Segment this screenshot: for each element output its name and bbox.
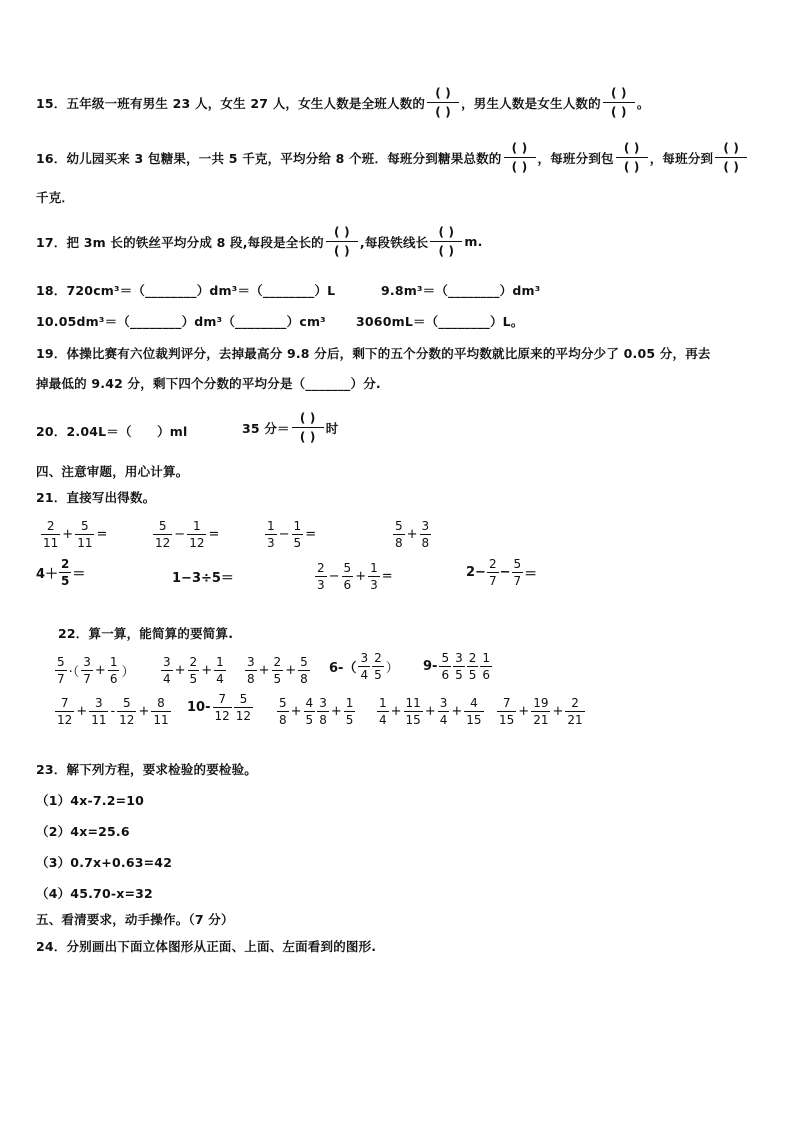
q18-part-a[interactable]: 720cm³＝（________）dm³＝（________）L (66, 283, 336, 298)
q16-text-3: ，每班分到 (649, 150, 714, 166)
q21-expr-7: $\frac{2}{3}$ − $\frac{5}{6}$ + $\frac{1}{3}$ = (317, 561, 393, 592)
answer-blank-fraction[interactable]: ( ) ( ) (326, 225, 358, 258)
question-20 (36, 422, 188, 440)
q21-expr-4: $\frac{5}{8}$ + $\frac{3}{8}$ (395, 519, 430, 550)
q23-title: 23．解下列方程，要求检验的要检验。 (36, 762, 257, 777)
question-16 (36, 141, 749, 174)
q18-number: 18． (36, 283, 67, 298)
q22-expr-2: $\frac{3}{4}$ + $\frac{2}{5}$ + $\frac{1}{4}$ (163, 655, 224, 686)
question-18-line-1 (36, 281, 335, 299)
q22-expr-8: $\frac{5}{8}$ + $\frac{4}{5}$ $\frac{3}{8}$ + $\frac{1}{5}$ (279, 696, 354, 727)
answer-blank-fraction[interactable]: ( ) ( ) (616, 141, 648, 174)
q22-expr-5: 9- $\frac{5}{6}$ $\frac{3}{5}$ $\frac{2}{5}$ $\frac{1}{6}$ (423, 651, 491, 682)
q19-number: 19． (36, 346, 67, 361)
q15-text-1: 五年级一班有男生 23 人，女生 27 人，女生人数是全班人数的 (66, 95, 426, 111)
q23-item-3[interactable]: （3）0.7x+0.63=42 (36, 855, 173, 870)
q19-text-2[interactable]: 掉最低的 9.42 分，剩下四个分数的平均分是（_______）分. (36, 376, 381, 391)
q20-part-a[interactable]: 2.04L＝（ ）ml (66, 424, 188, 439)
q21-expr-8: 2− $\frac{2}{7}$ − $\frac{5}{7}$ ＝ (466, 557, 538, 588)
q21-expr-2: $\frac{5}{12}$ − $\frac{1}{12}$ = (155, 519, 220, 550)
q15-end: 。 (636, 95, 650, 111)
answer-blank-fraction[interactable]: ( ) ( ) (504, 141, 536, 174)
question-19-line-1 (36, 344, 711, 362)
q22-expr-3: $\frac{3}{8}$ + $\frac{2}{5}$ + $\frac{5}{8}$ (247, 655, 308, 686)
q16-number: 16． (36, 150, 67, 166)
q17-text-2: ,每段铁线长 (359, 234, 429, 250)
q22-expr-1: $\frac{5}{7}$ ·（ $\frac{3}{7}$ + $\frac{1}{6}$ ） (57, 655, 135, 686)
question-15 (36, 86, 650, 119)
q21-expr-6: 1−3÷5＝ (172, 571, 234, 586)
q21-expr-5: 4＋ $\frac{2}{5}$ ＝ (36, 557, 86, 588)
q22-expr-9: $\frac{1}{4}$ + $\frac{11}{15}$ + $\frac{3}{4}$ + $\frac{4}{15}$ (379, 696, 482, 727)
q20-hour-unit: 时 (325, 420, 339, 436)
q16-text-1: 幼儿园买来 3 包糖果，一共 5 千克，平均分给 8 个班．每班分到糖果总数的 (66, 150, 502, 166)
q16-line-2: 千克． (36, 190, 75, 205)
answer-blank-fraction[interactable]: ( ) ( ) (292, 411, 324, 444)
section-5-heading: 五、看清要求，动手操作。（7 分） (36, 912, 234, 927)
q18-part-b[interactable]: 9.8m³＝（________）dm³ (381, 283, 541, 298)
q15-number: 15． (36, 95, 67, 111)
q19-text-1: 体操比赛有六位裁判评分，去掉最高分 9.8 分后，剩下的五个分数的平均数就比原来的平均分少了 0.05 分，再去 (66, 346, 711, 361)
q20-minutes: 35 分＝ (242, 420, 290, 436)
answer-blank-fraction[interactable]: ( ) ( ) (715, 141, 747, 174)
answer-blank-fraction[interactable]: ( ) ( ) (603, 86, 635, 119)
q22-expr-6: $\frac{7}{12}$ + $\frac{3}{11}$ - $\frac{5}{12}$ + $\frac{8}{11}$ (57, 696, 169, 727)
q15-text-2: ，男生人数是女生人数的 (461, 95, 601, 111)
answer-blank-fraction[interactable]: ( ) ( ) (430, 225, 462, 258)
q22-expr-7: 10- $\frac{7}{12}$ $\frac{5}{12}$ (187, 692, 252, 723)
q17-end: m. (464, 234, 483, 249)
q20-part-b (242, 411, 338, 444)
q20-number: 20． (36, 424, 67, 439)
question-17 (36, 225, 483, 258)
q23-item-4[interactable]: （4）45.70-x=32 (36, 886, 153, 901)
q21-expr-3: $\frac{1}{3}$ − $\frac{1}{5}$ = (267, 519, 317, 550)
q23-item-1[interactable]: （1）4x-7.2=10 (36, 793, 145, 808)
q22-expr-4: 6-（ $\frac{3}{4}$ $\frac{2}{5}$ ） (329, 651, 399, 682)
q17-text-1: 把 3m 长的铁丝平均分成 8 段,每段是全长的 (66, 234, 324, 250)
answer-blank-fraction[interactable]: ( ) ( ) (427, 86, 459, 119)
q17-number: 17． (36, 234, 67, 250)
q24-text: 24．分别画出下面立体图形从正面、上面、左面看到的图形. (36, 939, 377, 954)
q18-part-c[interactable]: 10.05dm³＝（________）dm³（________）cm³ (36, 314, 326, 329)
q16-text-2: ，每班分到包 (537, 150, 614, 166)
q21-expr-1: $\frac{2}{11}$ + $\frac{5}{11}$ = (43, 519, 108, 550)
q21-title: 21．直接写出得数。 (36, 490, 156, 505)
q22-title: 22．算一算，能简算的要简算. (58, 626, 234, 641)
q23-item-2[interactable]: （2）4x=25.6 (36, 824, 130, 839)
q18-part-d[interactable]: 3060mL＝（________）L。 (356, 314, 524, 329)
section-4-heading: 四、注意审题，用心计算。 (36, 464, 189, 479)
q22-expr-10: $\frac{7}{15}$ + $\frac{19}{21}$ + $\frac{2}{21}$ (499, 696, 583, 727)
